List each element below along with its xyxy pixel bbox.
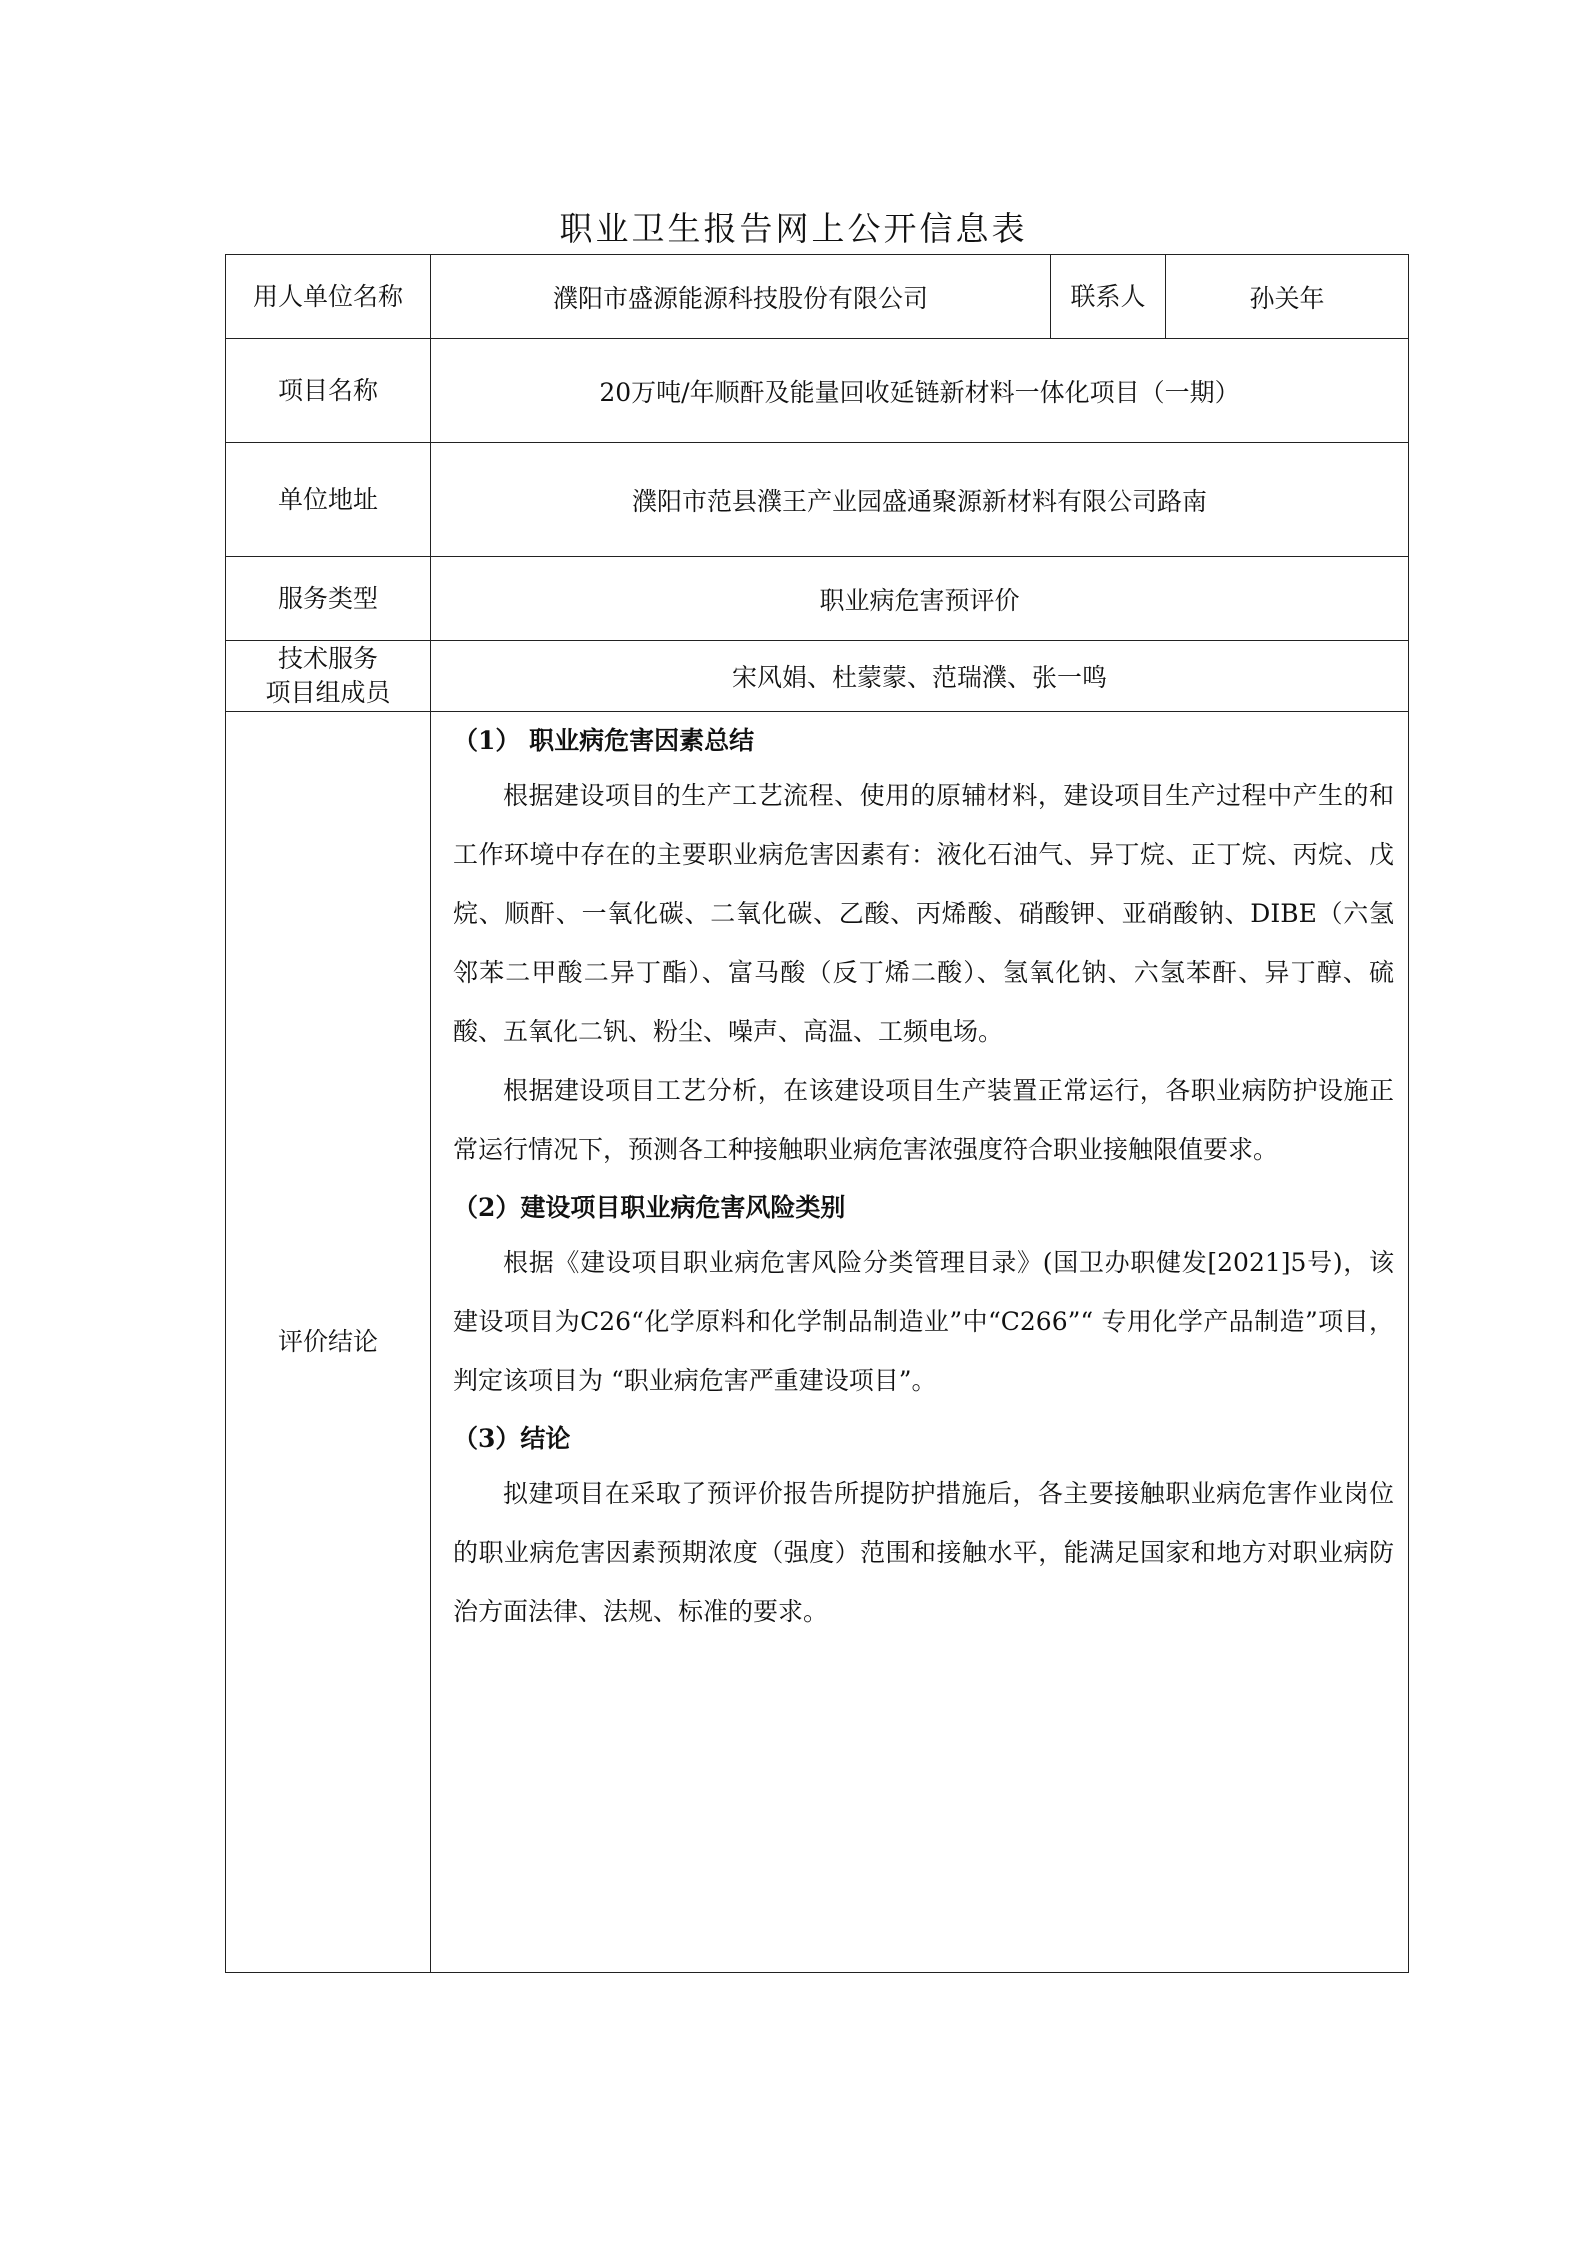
section1-paragraph1: 根据建设项目的生产工艺流程、使用的原辅材料，建设项目生产过程中产生的和工作环境中存在的主要职业病危害因素有：液化石油气、异丁烷、正丁烷、丙烷、戊烷、顺酐、一氧化碳、二氧化碳、乙酸、丙烯酸、硝酸钾、亚硝酸钠、DIBE（六氢邻苯二甲酸二异丁酯）、富马酸（反丁烯二酸）、氢氧化钠、六氢苯酐、异丁醇、硫酸、五氧化二钒、粉尘、噪声、高温、工频电场。	[453, 781, 1394, 1046]
service-label: 服务类型	[226, 557, 431, 641]
contact-label: 联系人	[1051, 255, 1166, 339]
team-label-line2: 项目组成员	[265, 678, 391, 707]
row-project	[226, 339, 1409, 443]
row-service	[226, 557, 1409, 641]
evaluation-label: 评价结论	[226, 712, 431, 1973]
project-label: 项目名称	[226, 339, 431, 443]
project-value: 20万吨/年顺酐及能量回收延链新材料一体化项目（一期）	[431, 339, 1409, 443]
page-title: 职业卫生报告网上公开信息表	[559, 209, 1028, 248]
employer-value: 濮阳市盛源能源科技股份有限公司	[431, 255, 1051, 339]
section3-heading: （3）结论	[453, 1424, 571, 1453]
row-team	[226, 641, 1409, 712]
team-label-line1: 技术服务	[277, 644, 378, 673]
team-value: 宋风娟、杜蒙蒙、范瑞濮、张一鸣	[431, 641, 1409, 712]
employer-label: 用人单位名称	[226, 255, 431, 339]
info-table	[225, 254, 1409, 1973]
contact-value: 孙关年	[1166, 255, 1409, 339]
section1-heading: （1） 职业病危害因素总结	[453, 726, 755, 755]
section2-heading: （2）建设项目职业病危害风险类别	[453, 1193, 846, 1222]
section3-paragraph1: 拟建项目在采取了预评价报告所提防护措施后，各主要接触职业病危害作业岗位的职业病危害因素预期浓度（强度）范围和接触水平，能满足国家和地方对职业病防治方面法律、法规、标准的要求。	[453, 1479, 1394, 1626]
team-label	[226, 641, 431, 712]
section1-paragraph2: 根据建设项目工艺分析，在该建设项目生产装置正常运行，各职业病防护设施正常运行情况下，预测各工种接触职业病危害浓强度符合职业接触限值要求。	[453, 1076, 1394, 1164]
row-evaluation	[226, 712, 1409, 1973]
evaluation-content	[431, 712, 1409, 1973]
address-label: 单位地址	[226, 443, 431, 557]
service-value: 职业病危害预评价	[431, 557, 1409, 641]
section2-paragraph1: 根据《建设项目职业病危害风险分类管理目录》(国卫办职健发[2021]5号)，该建设项目为C26“化学原料和化学制品制造业”中“C266”“ 专用化学产品制造”项目，判定该项目为 “职业病危害严重建设项目”。	[453, 1248, 1394, 1395]
address-value: 濮阳市范县濮王产业园盛通聚源新材料有限公司路南	[431, 443, 1409, 557]
row-address	[226, 443, 1409, 557]
row-employer	[226, 255, 1409, 339]
